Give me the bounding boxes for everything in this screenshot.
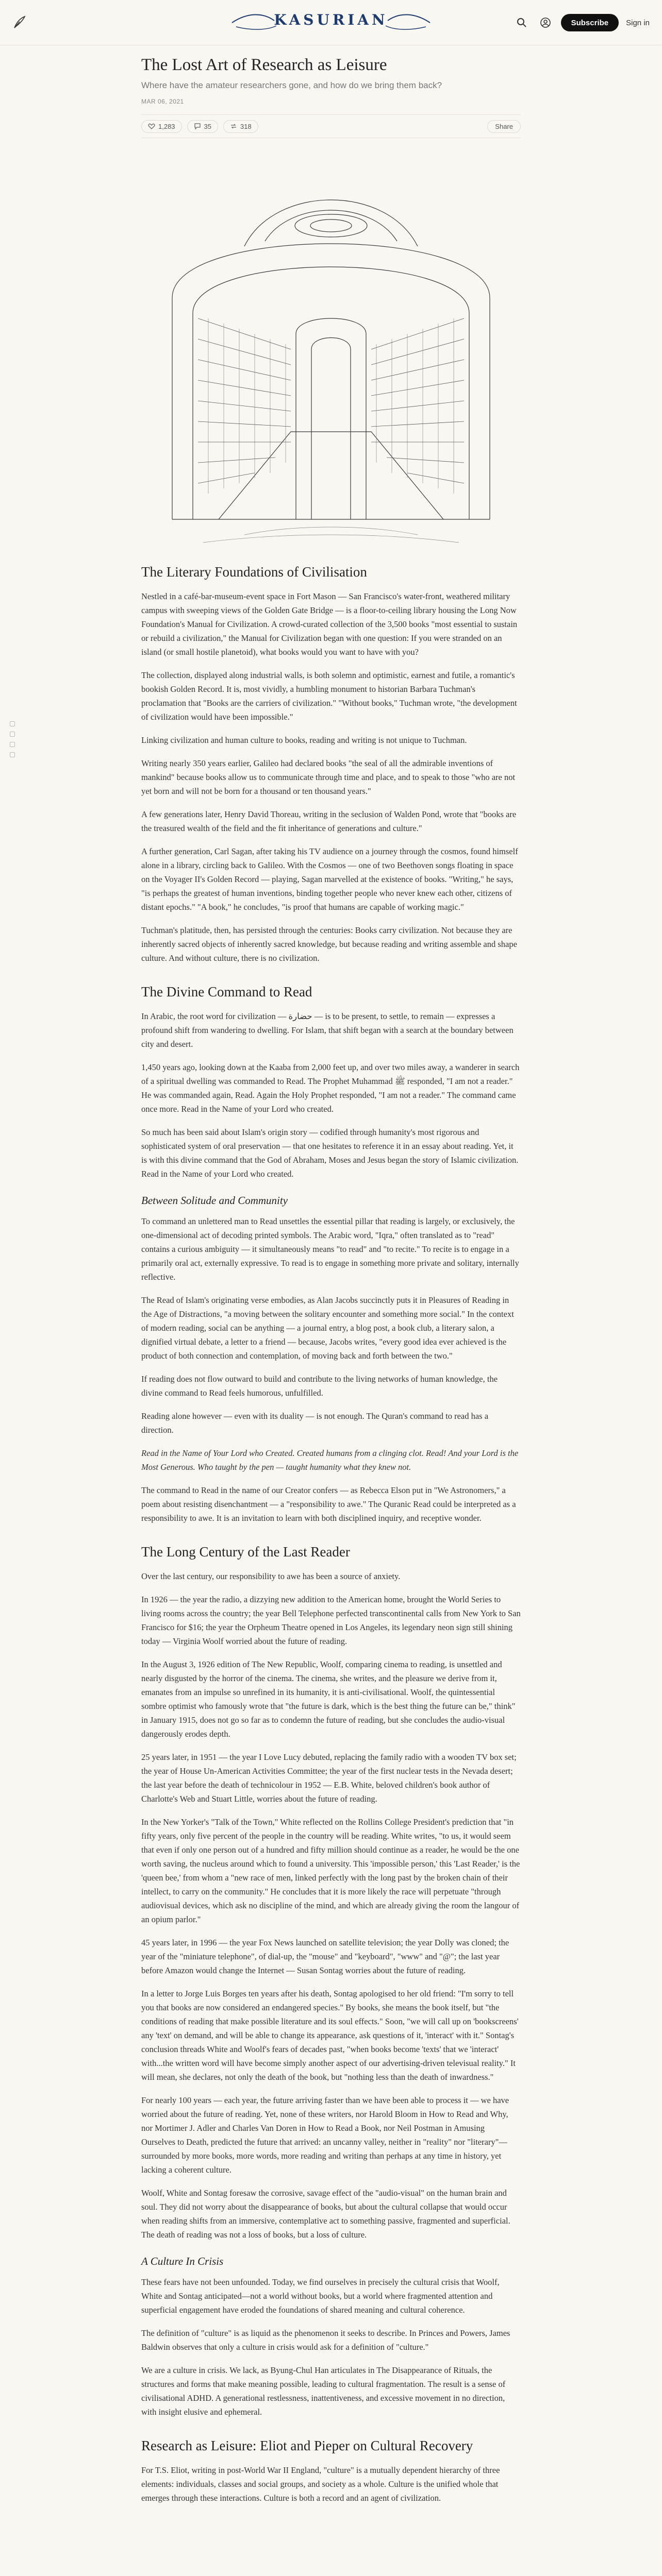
paragraph: Woolf, White and Sontag foresaw the corrosive, savage effect of the "audio-visual" on the human brain and soul. They did not worry about the disappearance of books, but about the cultural collapse that would occur when reading shifts from an immersive, contemplative act to something passive, fragmented and superficial. The death of reading was not a loss of books, but a loss of culture. (141, 2188, 510, 2240)
section-heading: The Long Century of the Last Reader (141, 1544, 350, 1560)
subsection-heading: A Culture In Crisis (141, 2255, 224, 2267)
paragraph: Linking civilization and human culture to books, reading and writing is not unique to Tuchman. (141, 735, 467, 745)
heart-icon (148, 123, 155, 130)
paragraph: Writing nearly 350 years earlier, Galileo had declared books "the seal of all the admirable inventions of mankind" because books allow us to communicate through time and place, and to speak to those "who are not yet born and will not be born for a thousand or ten thousand years." (141, 758, 516, 796)
paragraph: In Arabic, the root word for civilization — حضارة — is to be present, to settle, to remain — expresses a profound shift from wandering to dwelling. For Islam, that shift began with a search at the boundary between city and desert. (141, 1011, 514, 1049)
search-icon[interactable] (514, 14, 530, 31)
paragraph: For nearly 100 years — each year, the future arriving faster than we have been able to process it — we have worried about the future of reading. Yet, none of these writers, nor Harold Bloom in How to Read and Why, nor Mortimer J. Adler and Charles Van Doren in How to Read a Book, nor Neil Postman in Amusing Ourselves to Death, predicted the future that arrived: an uncanny valley, neither in "reality" nor "literary"—surrounded by more books, more words, more reading and writing than perhaps at any time in history, yet lacking a coherent culture. (141, 2095, 509, 2175)
site-logo[interactable] (227, 7, 435, 36)
section-heading: The Divine Command to Read (141, 984, 312, 999)
article-subtitle: Where have the amateur researchers gone, and how do we bring them back? (141, 80, 442, 90)
paragraph: In 1926 — the year the radio, a dizzying new addition to the American home, brought the World Series to living rooms across the country; the year Bell Telephone perfected transcontinental calls from New York to San Francisco for $16; the year the Orpheum Theatre opened in Los Angeles, its legendary neon sign still shining today — Virginia Woolf worried about the future of reading. (141, 1595, 521, 1646)
paragraph: To command an unlettered man to Read unsettles the essential pillar that reading is largely, or exclusively, the one-dimensional act of decoding printed symbols. The Arabic word, "Iqra," often translated as to "read" contains a curious ambiguity — it simultaneously means "to read" and "to recite." To recite is to engage in a primarily oral act, externally expressive. To read is to engage in something more private and solitary, internally reflective. (141, 1216, 519, 1282)
share-dot-icon[interactable] (10, 742, 15, 747)
comment-count: 35 (204, 122, 212, 130)
paragraph: The definition of "culture" is as liquid as the phenomenon it seeks to describe. In Princes and Powers, James Baldwin observes that only a culture in crisis would ask for a definition of "culture." (141, 2328, 510, 2352)
account-icon[interactable] (537, 14, 554, 31)
article-title: The Lost Art of Research as Leisure (141, 56, 387, 74)
share-dot-icon[interactable] (10, 752, 15, 757)
paragraph: The command to Read in the name of our Creator confers — as Rebecca Elson put in "We Astronomers," a poem about resisting disenchantment — a "responsibility to awe." The Quranic Read could be interpreted as a responsibility to awe. It is an invitation to learn with both disciplined inquiry, and receptive wonder. (141, 1485, 516, 1523)
paragraph: These fears have not been unfounded. Today, we find ourselves in precisely the cultural crisis that Woolf, White and Sontag anticipated—not a world without books, but a world where fragmented attention and superficial engagement have eroded the foundations of shared meaning and cultural coherence. (141, 2277, 500, 2315)
paragraph: If reading does not flow outward to build and contribute to the living networks of human knowledge, the divine command to Read feels humorous, unfulfilled. (141, 1374, 498, 1398)
paragraph: So much has been said about Islam's origin story — codified through humanity's most rigorous and sophisticated system of oral preservation — that one hesitates to reference it in an essay about reading. Yet, it is with this divine command that the God of Abraham, Moses and Jesus began the story of Islamic civilization. Read in the Name of your Lord who created. (141, 1127, 519, 1179)
logo-text: KASURIAN (274, 11, 388, 28)
signin-link[interactable]: Sign in (626, 18, 650, 27)
restack-icon (230, 123, 237, 130)
paragraph: Reading alone however — even with its duality — is not enough. The Quran's command to read has a direction. (141, 1411, 489, 1435)
paragraph: The Read of Islam's originating verse embodies, as Alan Jacobs succinctly puts it in Pleasures of Reading in the Age of Distractions, "a moving between the solitary encounter and something more social." In the context of modern reading, social can be anything — a journal entry, a blog post, a book club, a literary salon, a dignified virtual debate, a letter to a friend — because, Jacobs writes, "every good idea ever achieved is the product of both connection and contemplation, of moving back and forth between the two." (141, 1295, 514, 1361)
subscribe-button[interactable]: Subscribe (561, 14, 619, 31)
paragraph: 45 years later, in 1996 — the year Fox News launched on satellite television; the year Dolly was cloned; the year of the "miniature telephone", of dial-up, the "mouse" and "keyboard", "www" and "@"; the last year before Amazon would change the Internet — Susan Sontag worries about the future of reading. (141, 1938, 509, 1975)
section-heading: Research as Leisure: Eliot and Pieper on Cultural Recovery (141, 2438, 473, 2453)
top-bar (0, 0, 662, 45)
hero-library-illustration (141, 164, 521, 545)
side-share-rail (7, 721, 18, 757)
paragraph: 1,450 years ago, looking down at the Kaaba from 2,000 feet up, and over two miles away, a wanderer in search of a spiritual dwelling was commanded to Read. The Prophet Muhammad ﷺ responded, "I am not a reader." He was commanded again, Read. Again the Holy Prophet responded, "I am not a reader." The command came once more. Read in the Name of your Lord who created. (141, 1062, 520, 1114)
paragraph: In a letter to Jorge Luis Borges ten years after his death, Sontag apologised to her old friend: "I'm sorry to tell you that books are now considered an endangered species." By books, she means the book itself, but "the conditions of reading that make possible literature and its soul effects." Soon, "we will call up on 'bookscreens' any 'text' on demand, and will be able to change its appearance, ask questions of it, 'interact' with it." Sontag's conclusion threads White and Woolf's fears of decades past, "when books become 'texts' that we 'interact' with...the written word will have become simply another aspect of our advertising-driven televisual reality." It will mean, she declares, not only the death of the book, but "nothing less than the death of inwardness." (141, 1989, 519, 2082)
share-button[interactable]: Share (487, 120, 521, 133)
feather-icon[interactable] (11, 14, 27, 30)
engagement-bar (141, 114, 521, 138)
paragraph: Nestled in a café-bar-museum-event space in Fort Mason — San Francisco's water-front, weathered military campus with sweeping views of the Golden Gate Bridge — is a floor-to-ceiling library housing the Long Now Foundation's Manual for Civilization. A crowd-curated collection of the 3,500 books "most essential to sustain or rebuild a civilization," the Manual for Civilization began with one question: If you were stranded on an island (or small hostile planetoid), what books would you want to have with you? (141, 591, 518, 657)
section-heading: The Literary Foundations of Civilisation (141, 564, 367, 580)
article-date: MAR 06, 2021 (141, 98, 184, 105)
quote-paragraph: Read in the Name of Your Lord who Created. Created humans from a clinging clot. Read! And your Lord is the Most Generous. Who taught by the pen — taught humanity what they knew not. (141, 1448, 519, 1472)
restack-button[interactable] (223, 120, 258, 133)
paragraph: Tuchman's platitude, then, has persisted through the centuries: Books carry civilization. Not because they are inherently sacred objects of inherently sacred knowledge, but because reading and writing assemble and shape culture. And without culture, there is no civilization. (141, 925, 517, 963)
comment-button[interactable] (187, 120, 218, 133)
paragraph: For T.S. Eliot, writing in post-World War II England, "culture" is a mutually dependent hierarchy of three elements: individuals, classes and social groups, and society as a whole. Culture is the unified whole that emerges through these interactions. Culture is both a record and an agent of civilization. (141, 2465, 500, 2503)
paragraph: In the New Yorker's "Talk of the Town," White reflected on the Rollins College President's prediction that "in fifty years, only five percent of the people in the country will be reading. White writes, "to us, it would seem that even if only one person out of a hundred and fifty million should continue as a reader, he would be the one worth saving, the nucleus around which to found a university. This 'impossible person,' this 'Last Reader,' is the 'queen bee,' from whom a "new race of men, linked perfectly with the long past by the broken chain of their intellect, to carry on the community." He concludes that it is more likely the race will perpetuate "through audiovisual devices, which ask no discipline of the mind, and which are already giving the room the langour of an opium parlor." (141, 1817, 520, 1924)
paragraph: In the August 3, 1926 edition of The New Republic, Woolf, comparing cinema to reading, is unsettled and nearly disgusted by the horror of the cinema. The cinema, she writes, and the pleasure we derive from it, emanates from an impulse so unrefined in its humanity, it is anti-civilisational. Woolf, the quintessential sombre optimist who famously wrote that "the future is dark, which is the best thing the future can be," think" in January 1915, does not go so far as to condemn the future of reading, but she concludes the audio-visual dangerously erodes depth. (141, 1659, 516, 1739)
comment-icon (194, 123, 201, 130)
paragraph: The collection, displayed along industrial walls, is both solemn and optimistic, earnest and futile, a romantic's bookish Golden Record. It is, most vividly, a humbling monument to historian Barbara Tuchman's proclamation that "Books are the carriers of civilization." "Without books," Tuchman wrote, "the development of civilization would have been impossible." (141, 670, 517, 722)
top-actions (514, 12, 650, 33)
paragraph: Over the last century, our responsibility to awe has been a source of anxiety. (141, 1571, 401, 1581)
like-button[interactable] (141, 120, 182, 133)
paragraph: We are a culture in crisis. We lack, as Byung-Chul Han articulates in The Disappearance of Rituals, the structures and forms that make meaning possible, leading to cultural fragmentation. The result is a sense of civilisational ADHD. A generational restlessness, inattentiveness, and excessive movement in no direction, with insight elusive and ephemeral. (141, 2365, 506, 2417)
restack-count: 318 (240, 122, 252, 130)
like-count: 1,283 (158, 122, 175, 130)
paragraph: 25 years later, in 1951 — the year I Love Lucy debuted, replacing the family radio with a wooden TV box set; the year of House Un-American Activities Committee; the year of the first nuclear tests in the Nevada desert; the last year before the death of technicolour in 1952 — E.B. White, beloved children's book author of Charlotte's Web and Stuart Little, worries about the future of reading. (141, 1752, 517, 1804)
paragraph: A few generations later, Henry David Thoreau, writing in the seclusion of Walden Pond, wrote that "books are the treasured wealth of the field and the fit inheritance of generations and culture." (141, 809, 517, 833)
share-dot-icon[interactable] (10, 732, 15, 737)
paragraph: A further generation, Carl Sagan, after taking his TV audience on a journey through the cosmos, found himself alone in a library, circling back to Galileo. With the Cosmos — one of two Beethoven songs floating in space on the Voyager II's Golden Record — playing, Sagan marvelled at the existence of books. "Writing," he says, "is perhaps the greatest of human inventions, binding together people who never knew each other, citizens of distant epochs." "A book," he concludes, "is proof that humans are capable of working magic." (141, 846, 518, 912)
article (141, 55, 521, 2514)
subsection-heading: Between Solitude and Community (141, 1194, 288, 1207)
share-dot-icon[interactable] (10, 721, 15, 726)
